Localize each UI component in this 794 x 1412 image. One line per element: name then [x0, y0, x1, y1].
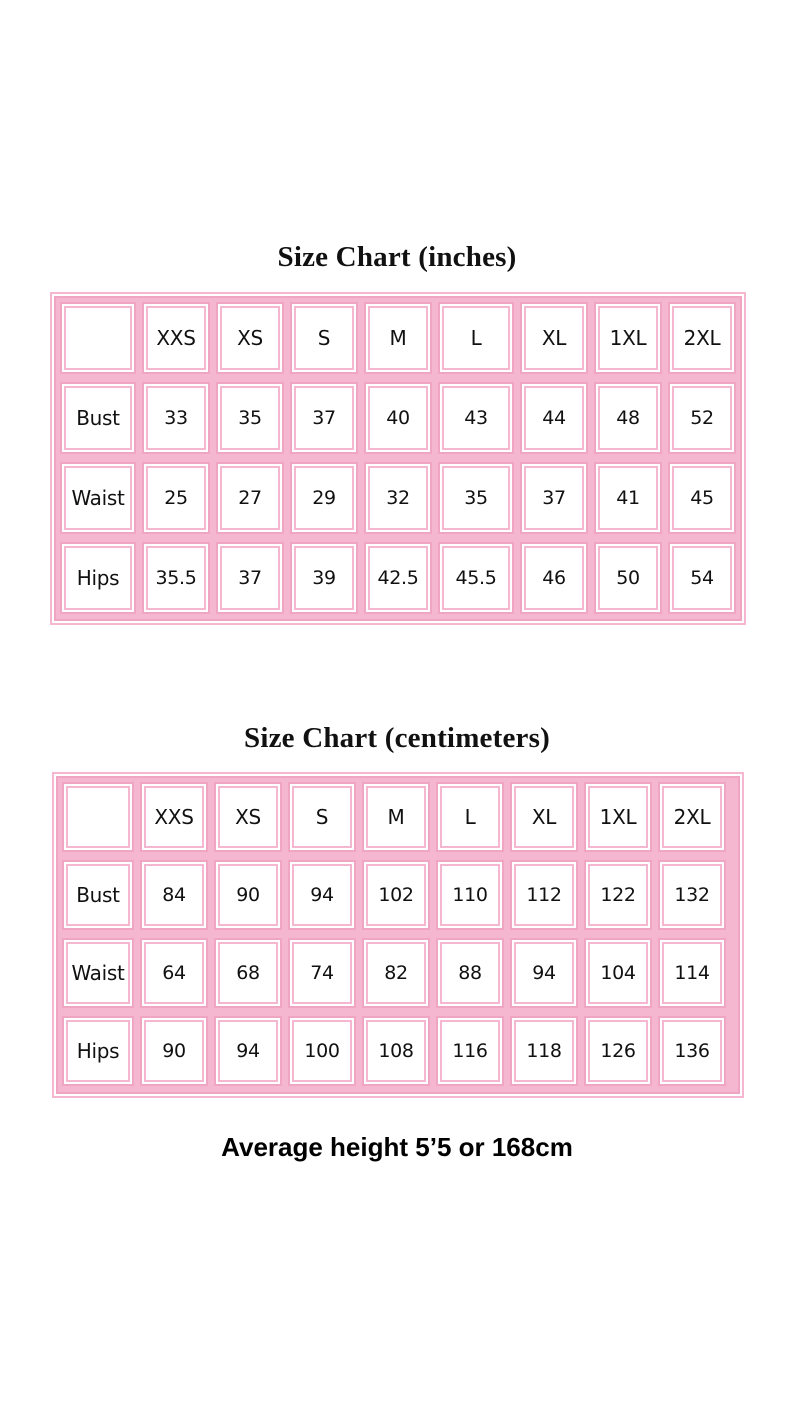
- table-cell: 112: [510, 860, 578, 930]
- header-cell-l: L: [436, 782, 504, 852]
- row-label-waist: Waist: [62, 938, 134, 1008]
- header-cell-1xl: 1XL: [584, 782, 652, 852]
- row-label-bust: Bust: [60, 382, 136, 454]
- table-cell: 50: [594, 542, 662, 614]
- average-height-note: Average height 5’5 or 168cm: [221, 1132, 573, 1162]
- header-cell-2xl: 2XL: [658, 782, 726, 852]
- cm-chart-title: Size Chart (centimeters): [244, 722, 550, 754]
- table-cell: 37: [520, 462, 588, 534]
- header-corner-cell: [62, 782, 134, 852]
- table-cell: 114: [658, 938, 726, 1008]
- table-cell: 100: [288, 1016, 356, 1086]
- table-cell: 94: [214, 1016, 282, 1086]
- table-cell: 104: [584, 938, 652, 1008]
- row-label-waist: Waist: [60, 462, 136, 534]
- table-cell: 37: [290, 382, 358, 454]
- row-label-hips: Hips: [62, 1016, 134, 1086]
- table-cell: 40: [364, 382, 432, 454]
- table-cell: 90: [214, 860, 282, 930]
- header-cell-m: M: [362, 782, 430, 852]
- table-cell: 46: [520, 542, 588, 614]
- table-cell: 45.5: [438, 542, 514, 614]
- table-cell: 122: [584, 860, 652, 930]
- table-cell: 74: [288, 938, 356, 1008]
- inches-chart-title: Size Chart (inches): [277, 241, 517, 273]
- table-cell: 29: [290, 462, 358, 534]
- row-label-hips: Hips: [60, 542, 136, 614]
- header-cell-1xl: 1XL: [594, 302, 662, 374]
- table-cell: 39: [290, 542, 358, 614]
- table-cell: 94: [288, 860, 356, 930]
- table-cell: 32: [364, 462, 432, 534]
- table-cell: 102: [362, 860, 430, 930]
- table-cell: 90: [140, 1016, 208, 1086]
- table-cell: 94: [510, 938, 578, 1008]
- header-cell-xxs: XXS: [142, 302, 210, 374]
- table-cell: 35: [438, 462, 514, 534]
- header-cell-2xl: 2XL: [668, 302, 736, 374]
- table-cell: 118: [510, 1016, 578, 1086]
- table-cell: 35: [216, 382, 284, 454]
- cm-size-table: [52, 772, 744, 1098]
- table-cell: 42.5: [364, 542, 432, 614]
- table-cell: 43: [438, 382, 514, 454]
- table-cell: 37: [216, 542, 284, 614]
- table-cell: 27: [216, 462, 284, 534]
- header-cell-l: L: [438, 302, 514, 374]
- header-cell-xl: XL: [510, 782, 578, 852]
- table-cell: 88: [436, 938, 504, 1008]
- table-cell: 110: [436, 860, 504, 930]
- header-cell-m: M: [364, 302, 432, 374]
- inches-size-table: [50, 292, 746, 625]
- header-cell-s: S: [288, 782, 356, 852]
- table-cell: 44: [520, 382, 588, 454]
- table-cell: 136: [658, 1016, 726, 1086]
- table-cell: 33: [142, 382, 210, 454]
- header-cell-s: S: [290, 302, 358, 374]
- header-cell-xs: XS: [216, 302, 284, 374]
- table-cell: 132: [658, 860, 726, 930]
- table-cell: 84: [140, 860, 208, 930]
- table-cell: 35.5: [142, 542, 210, 614]
- table-cell: 68: [214, 938, 282, 1008]
- table-cell: 48: [594, 382, 662, 454]
- table-cell: 82: [362, 938, 430, 1008]
- table-cell: 54: [668, 542, 736, 614]
- table-cell: 108: [362, 1016, 430, 1086]
- table-cell: 126: [584, 1016, 652, 1086]
- header-corner-cell: [60, 302, 136, 374]
- table-cell: 41: [594, 462, 662, 534]
- header-cell-xxs: XXS: [140, 782, 208, 852]
- table-cell: 64: [140, 938, 208, 1008]
- header-cell-xl: XL: [520, 302, 588, 374]
- header-cell-xs: XS: [214, 782, 282, 852]
- table-cell: 45: [668, 462, 736, 534]
- table-cell: 52: [668, 382, 736, 454]
- table-cell: 116: [436, 1016, 504, 1086]
- table-cell: 25: [142, 462, 210, 534]
- row-label-bust: Bust: [62, 860, 134, 930]
